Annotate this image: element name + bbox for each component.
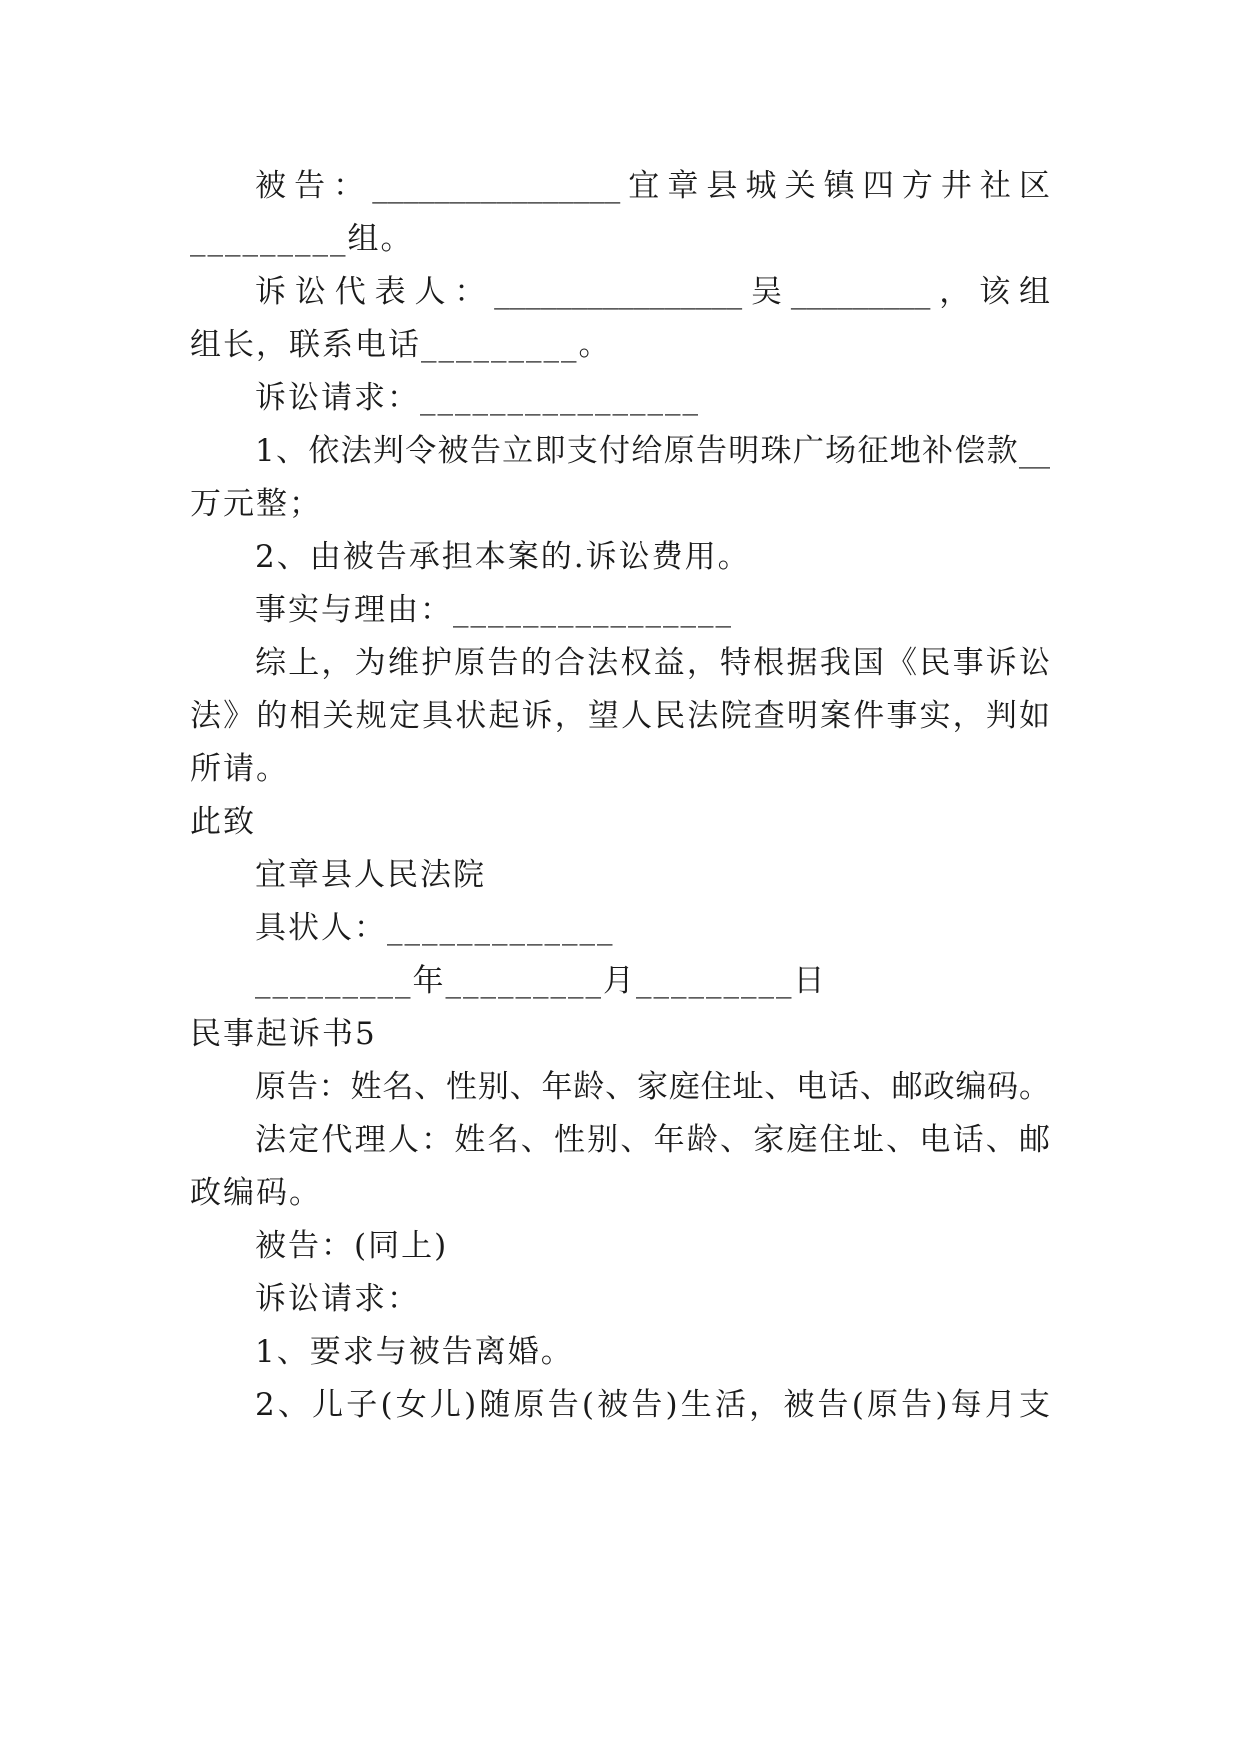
plaintiff-line: 原告：姓名、性别、年龄、家庭住址、电话、邮政编码。 (255, 1069, 1050, 1105)
claim-1-continuation: 万元整； (190, 486, 322, 522)
salutation: 此致 (190, 804, 256, 840)
section-title: 民事起诉书5 (190, 1016, 377, 1052)
claim-2-line: 2、由被告承担本案的.诉讼费用。 (255, 539, 751, 575)
representative-line: 诉讼代表人：________________吴_________，该组 (255, 274, 1050, 310)
divorce-claim-2: 2、儿子(女儿)随原告(被告)生活，被告(原告)每月支 (255, 1387, 1050, 1423)
summary-line-1: 综上，为维护原告的合法权益，特根据我国《民事诉讼 (255, 645, 1050, 681)
summary-line-2: 法》的相关规定具状起诉，望人民法院查明案件事实，判如 (190, 698, 1050, 734)
court-name: 宜章县人民法院 (255, 857, 486, 893)
claims-heading-2: 诉讼请求： (255, 1281, 420, 1317)
legal-agent-line: 法定代理人：姓名、性别、年龄、家庭住址、电话、邮 (255, 1122, 1050, 1158)
signatory-line: 具状人：_____________ (255, 910, 615, 946)
group-leader-line: 组长，联系电话_________。 (190, 327, 612, 363)
claims-heading: 诉讼请求：________________ (255, 380, 700, 416)
date-line: _________年_________月_________日 (255, 963, 827, 999)
facts-heading: 事实与理由：________________ (255, 592, 733, 628)
divorce-claim-1: 1、要求与被告离婚。 (255, 1334, 574, 1370)
claim-1-line: 1、依法判令被告立即支付给原告明珠广场征地补偿款__ (255, 433, 1050, 469)
summary-line-3: 所请。 (190, 751, 289, 787)
defendant-same-line: 被告：(同上) (255, 1228, 449, 1264)
group-line: _________组。 (190, 221, 414, 257)
legal-agent-continuation: 政编码。 (190, 1175, 322, 1211)
defendant-line: 被告：________________宜章县城关镇四方井社区 (255, 168, 1050, 204)
